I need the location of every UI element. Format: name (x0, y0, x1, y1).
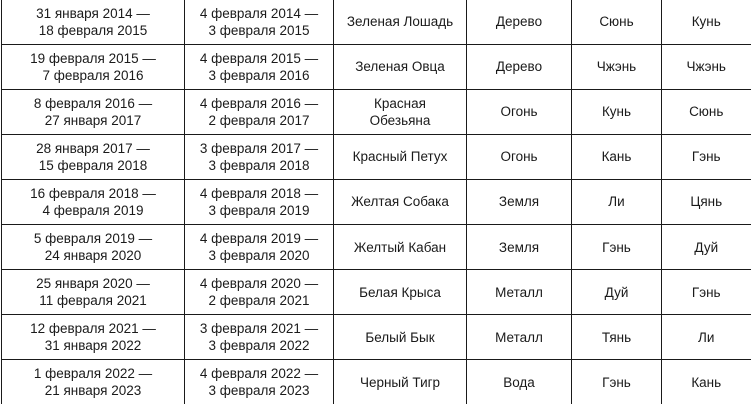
calendar-table (1, 0, 751, 404)
solar-year-cell: 4 февраля 2018 — 3 февраля 2019 (185, 179, 334, 224)
trigram-cell: Кань (572, 134, 662, 179)
element-cell: Земля (467, 225, 572, 270)
table-row (2, 360, 751, 404)
trigram-cell: Чжэнь (662, 44, 751, 89)
solar-year-cell: 4 февраля 2014 — 3 февраля 2015 (185, 0, 334, 44)
table-row (2, 134, 751, 179)
trigram-cell: Ли (662, 315, 751, 360)
animal-cell: Белый Бык (334, 315, 467, 360)
element-cell: Дерево (467, 44, 572, 89)
solar-year-cell: 4 февраля 2016 — 2 февраля 2017 (185, 89, 334, 134)
animal-cell: Красный Петух (334, 134, 467, 179)
trigram-cell: Дуй (572, 270, 662, 315)
lunar-year-cell: 19 февраля 2015 — 7 февраля 2016 (2, 44, 185, 89)
element-cell: Дерево (467, 0, 572, 44)
lunar-year-cell: 1 февраля 2022 — 21 января 2023 (2, 360, 185, 404)
solar-year-cell: 4 февраля 2015 — 3 февраля 2016 (185, 44, 334, 89)
solar-year-cell: 4 февраля 2019 — 3 февраля 2020 (185, 225, 334, 270)
trigram-cell: Гэнь (662, 134, 751, 179)
animal-cell: Зеленая Лошадь (334, 0, 467, 44)
table-row (2, 225, 751, 270)
animal-cell: Черный Тигр (334, 360, 467, 404)
trigram-cell: Ли (572, 179, 662, 224)
trigram-cell: Кань (662, 360, 751, 404)
trigram-cell: Тянь (572, 315, 662, 360)
table-row (2, 44, 751, 89)
animal-cell: Белая Крыса (334, 270, 467, 315)
lunar-year-cell: 31 января 2014 — 18 февраля 2015 (2, 0, 185, 44)
trigram-cell: Гэнь (572, 225, 662, 270)
table-row (2, 315, 751, 360)
element-cell: Металл (467, 315, 572, 360)
lunar-year-cell: 25 января 2020 — 11 февраля 2021 (2, 270, 185, 315)
lunar-year-cell: 16 февраля 2018 — 4 февраля 2019 (2, 179, 185, 224)
trigram-cell: Дуй (662, 225, 751, 270)
trigram-cell: Сюнь (572, 0, 662, 44)
table-row (2, 270, 751, 315)
solar-year-cell: 4 февраля 2020 — 2 февраля 2021 (185, 270, 334, 315)
trigram-cell: Чжэнь (572, 44, 662, 89)
element-cell: Вода (467, 360, 572, 404)
animal-cell: Красная Обезьяна (334, 89, 467, 134)
animal-cell: Зеленая Овца (334, 44, 467, 89)
element-cell: Огонь (467, 134, 572, 179)
lunar-year-cell: 28 января 2017 — 15 февраля 2018 (2, 134, 185, 179)
trigram-cell: Гэнь (662, 270, 751, 315)
trigram-cell: Кунь (662, 0, 751, 44)
solar-year-cell: 4 февраля 2022 — 3 февраля 2023 (185, 360, 334, 404)
table-row (2, 0, 751, 44)
element-cell: Земля (467, 179, 572, 224)
animal-cell: Желтый Кабан (334, 225, 467, 270)
animal-cell: Желтая Собака (334, 179, 467, 224)
trigram-cell: Цянь (662, 179, 751, 224)
lunar-year-cell: 5 февраля 2019 — 24 января 2020 (2, 225, 185, 270)
element-cell: Огонь (467, 89, 572, 134)
solar-year-cell: 3 февраля 2017 — 3 февраля 2018 (185, 134, 334, 179)
lunar-year-cell: 8 февраля 2016 — 27 января 2017 (2, 89, 185, 134)
trigram-cell: Гэнь (572, 360, 662, 404)
table-row (2, 89, 751, 134)
solar-year-cell: 3 февраля 2021 — 3 февраля 2022 (185, 315, 334, 360)
trigram-cell: Сюнь (662, 89, 751, 134)
trigram-cell: Кунь (572, 89, 662, 134)
element-cell: Металл (467, 270, 572, 315)
lunar-year-cell: 12 февраля 2021 — 31 января 2022 (2, 315, 185, 360)
table-row (2, 179, 751, 224)
